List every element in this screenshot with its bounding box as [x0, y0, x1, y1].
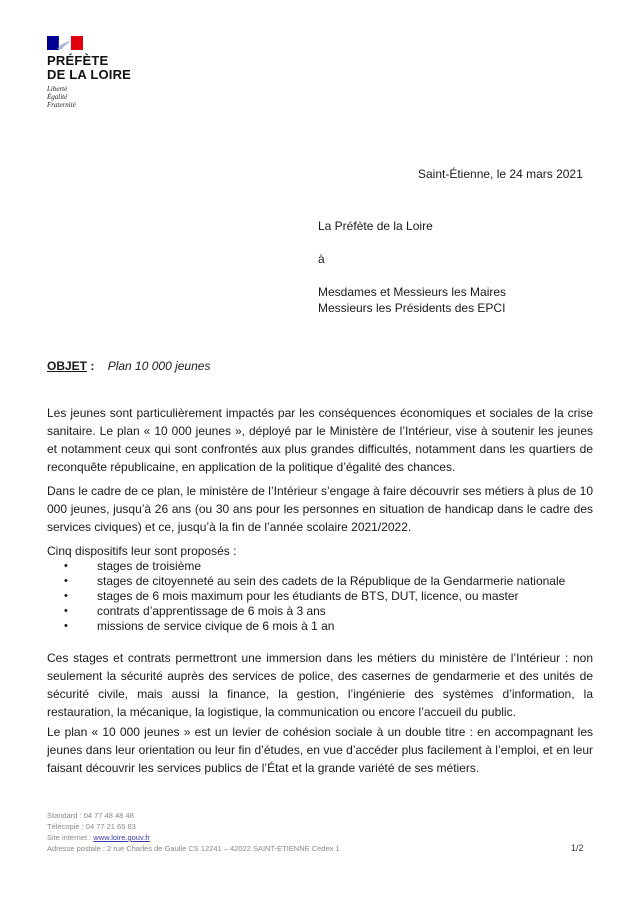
footer-contact	[47, 810, 340, 854]
motto-egalite: Égalité	[47, 93, 68, 101]
prefecture-name-line2: DE LA LOIRE	[47, 67, 132, 82]
footer-standard: Standard : 04 77 48 48 48	[47, 811, 134, 820]
list-item: • contrats d’apprentissage de 6 mois à 3 ans	[47, 604, 565, 619]
object-line	[47, 357, 210, 375]
list-item: • stages de troisième	[47, 559, 565, 574]
date-line: Saint-Étienne, le 24 mars 2021	[418, 167, 583, 181]
sender: La Préfète de la Loire	[318, 219, 433, 233]
motto-fraternite: Fraternité	[47, 101, 76, 109]
footer-site-label: Site internet :	[47, 833, 94, 842]
object-label: OBJET	[47, 359, 88, 373]
prefecture-name-line1: PRÉFÈTE	[47, 53, 109, 68]
recipient-epci: Messieurs les Présidents des EPCI	[318, 301, 506, 315]
list-item: • missions de service civique de 6 mois à 1 an	[47, 619, 565, 634]
motto	[47, 85, 76, 109]
paragraph-2: Dans le cadre de ce plan, le ministère de l’Intérieur s’engage à faire découvrir ses métiers à plus de 10 000 jeunes, jusqu’à 26 ans (ou 30 ans pour les personnes en situation de handicap dans le cadre des services civiques) et ce, jusqu’à la fin de l’année scolaire 2021/2022.	[47, 484, 593, 534]
paragraph-3: Ces stages et contrats permettront une immersion dans les métiers du ministère de l’Intérieur : non seulement la sécurité auprès des services de police, des casernes de gendarmerie et des unités de sécurité civile, mais aussi la finance, la gestion, l’ingénierie des systèmes d’information, la restauration, la mécanique, la logistique, la communication ou encore l’accueil du public.	[47, 651, 593, 719]
motto-liberte: Liberté	[47, 85, 68, 93]
dispositifs-list	[47, 559, 565, 634]
recipient-maires: Mesdames et Messieurs les Maires	[318, 285, 507, 299]
website-link[interactable]: www.loire.gouv.fr	[93, 833, 150, 842]
paragraph-4: Le plan « 10 000 jeunes » est un levier de cohésion sociale à un double titre : en accompagnant les jeunes dans leur orientation ou leur fin d’études, en vue d’accéder plus facilement à l’emploi, et en leur faisant découvrir les services publics de l’État et la grande variété de ses métiers.	[47, 725, 593, 775]
to-word: à	[318, 252, 325, 266]
french-flag-icon	[47, 36, 83, 50]
footer-site	[47, 832, 340, 843]
footer-telecopie: Télécopie : 04 77 21 65 83	[47, 822, 136, 831]
paragraph-1: Les jeunes sont particulièrement impactés par les conséquences économiques et sociales de la crise sanitaire. Le plan « 10 000 jeunes », déployé par le Ministère de l’Intérieur, vise à soutenir les jeunes et notamment ceux qui sont confrontés aux plus grandes difficultés, notamment dans les quartiers de reconquête républicaine, en application de la politique d’égalité des chances.	[47, 406, 593, 474]
object-text: Plan 10 000 jeunes	[107, 359, 211, 373]
page-number: 1/2	[571, 843, 584, 853]
list-intro: Cinq dispositifs leur sont proposés :	[47, 544, 237, 558]
list-item: • stages de citoyenneté au sein des cadets de la République de la Gendarmerie nationale	[47, 574, 565, 589]
footer-address: Adresse postale : 2 rue Charles de Gaulle CS 12241 – 42022 SAINT-ETIENNE Cedex 1	[47, 844, 340, 853]
list-item: • stages de 6 mois maximum pour les étudiants de BTS, DUT, licence, ou master	[47, 589, 565, 604]
object-separator: :	[87, 359, 95, 373]
